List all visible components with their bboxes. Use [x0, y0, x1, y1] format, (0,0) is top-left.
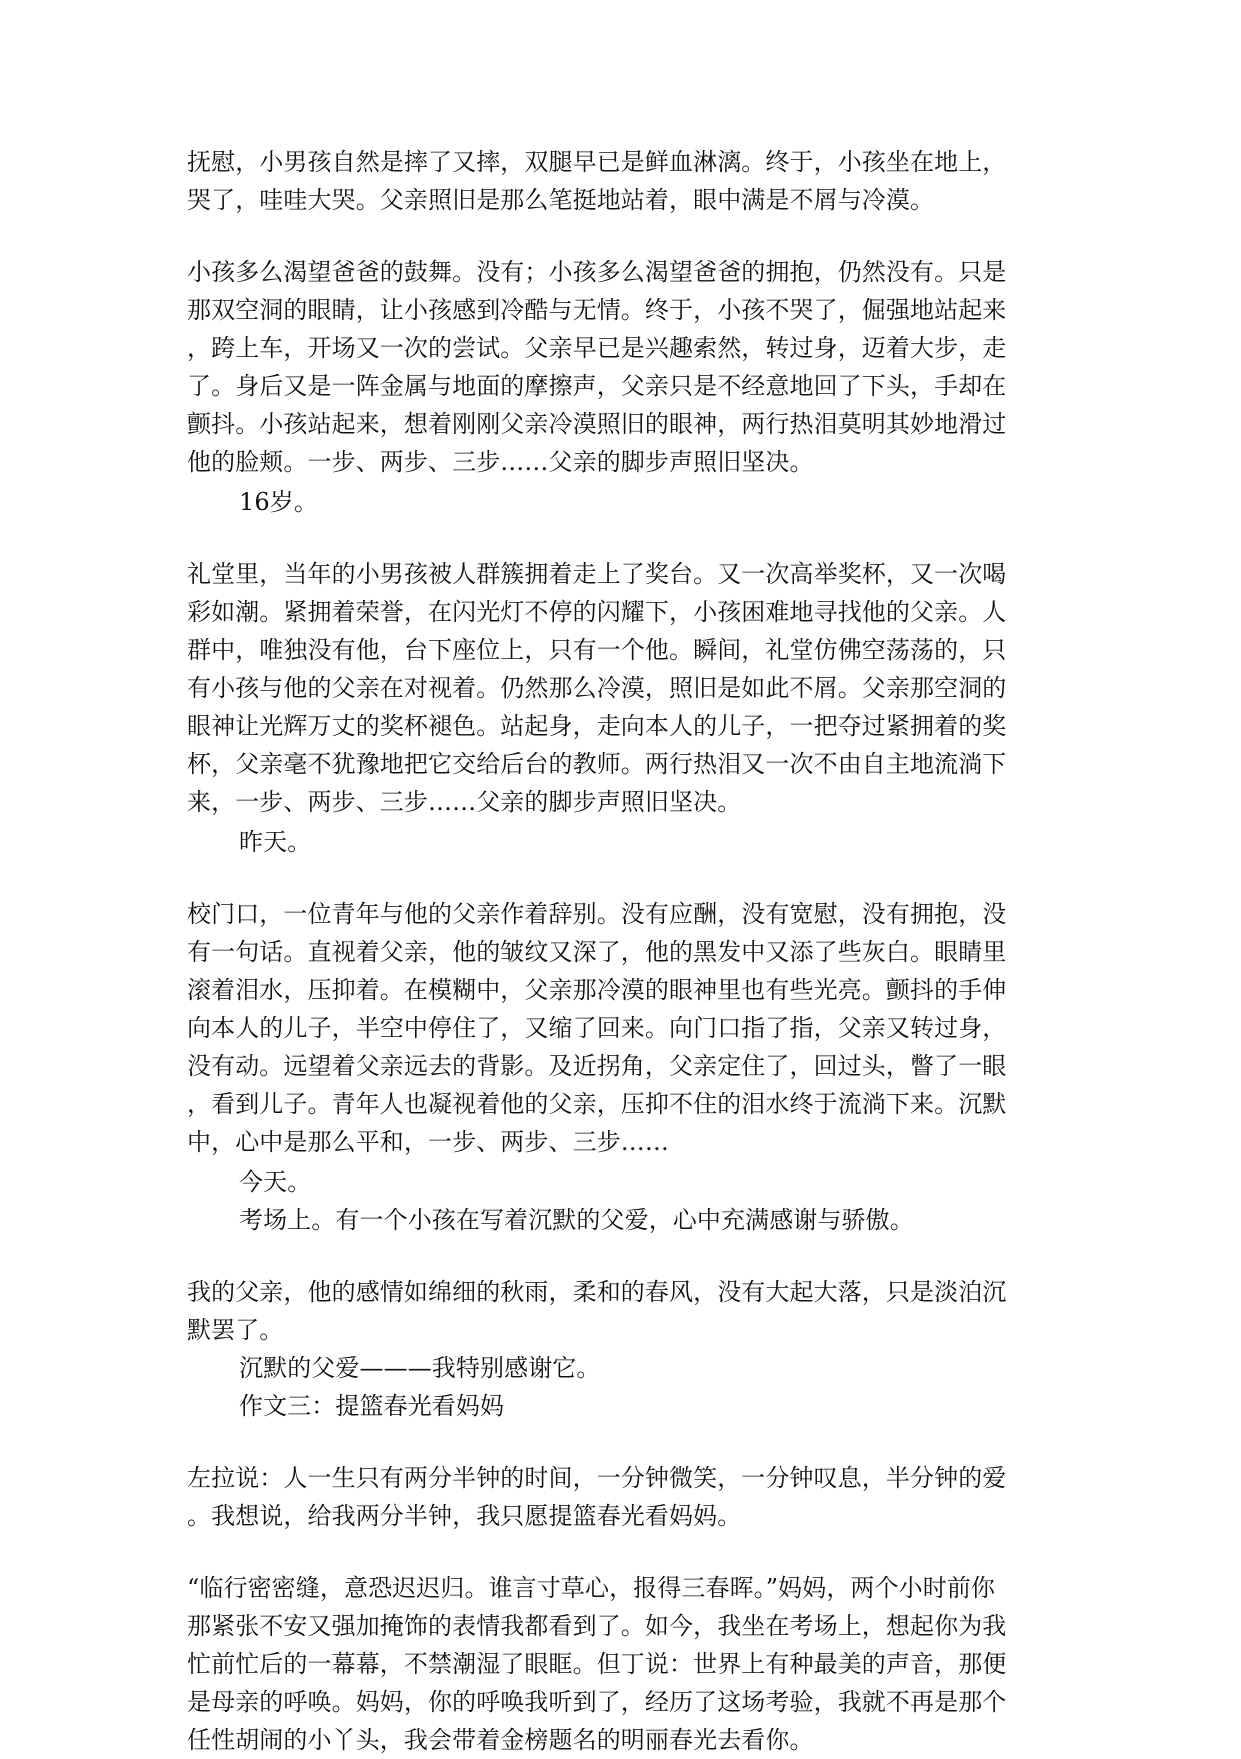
- text-line: 礼堂里，当年的小男孩被人群簇拥着走上了奖台。又一次高举奖杯，又一次喝: [187, 560, 1007, 588]
- text-line: “临行密密缝，意恐迟迟归。谁言寸草心，报得三春晖。”妈妈，两个小时前你: [187, 1574, 996, 1602]
- text-line: 杯，父亲毫不犹豫地把它交给后台的教师。两行热泪又一次不由自主地流淌下: [187, 750, 1007, 778]
- text-line: 哭了，哇哇大哭。父亲照旧是那么笔挺地站着，眼中满是不屑与冷漠。: [187, 186, 935, 214]
- document-body: [187, 143, 1055, 1759]
- indented-line: 昨天。: [239, 828, 312, 856]
- paragraph-4: [187, 895, 1055, 1161]
- closing-line: [187, 1349, 1055, 1387]
- text-line: 他的脸颊。一步、两步、三步……父亲的脚步声照旧坚决。: [187, 448, 814, 476]
- text-line: 颤抖。小孩站起来，想着刚刚父亲冷漠照旧的眼神，两行热泪莫明其妙地滑过: [187, 410, 1007, 438]
- indented-line: 今天。: [239, 1168, 312, 1196]
- text-line: 我的父亲，他的感情如绵细的秋雨，柔和的春风，没有大起大落，只是淡泊沉: [187, 1278, 1007, 1306]
- text-line: 那双空洞的眼睛，让小孩感到冷酷与无情。终于，小孩不哭了，倔强地站起来: [187, 296, 1007, 324]
- paragraph-1: [187, 143, 1055, 219]
- text-line: 中，心中是那么平和，一步、两步、三步……: [187, 1128, 669, 1156]
- paragraph-2: [187, 253, 1055, 481]
- indented-line: 作文三：提篮春光看妈妈: [239, 1392, 505, 1420]
- text-line: 。我想说，给我两分半钟，我只愿提篮春光看妈妈。: [187, 1502, 742, 1530]
- heading-today: [187, 1163, 1055, 1201]
- indented-line: 沉默的父爱———我特别感谢它。: [239, 1354, 601, 1382]
- text-line: 有小孩与他的父亲在对视着。仍然那么冷漠，照旧是如此不屑。父亲那空洞的: [187, 674, 1007, 702]
- paragraph-6: [187, 1459, 1055, 1535]
- text-line: 没有动。远望着父亲远去的背影。及近拐角，父亲定住了，回过头，瞥了一眼: [187, 1052, 1007, 1080]
- paragraph-5: [187, 1273, 1055, 1349]
- indented-line: 考场上。有一个小孩在写着沉默的父爱，心中充满感谢与骄傲。: [239, 1206, 914, 1234]
- text-line: ，跨上车，开场又一次的尝试。父亲早已是兴趣索然，转过身，迈着大步，走: [187, 334, 1007, 362]
- paragraph-gap: [187, 1535, 1055, 1569]
- text-line: 左拉说：人一生只有两分半钟的时间，一分钟微笑，一分钟叹息，半分钟的爱: [187, 1464, 1007, 1492]
- paragraph-gap: [187, 521, 1055, 555]
- text-line: 滚着泪水，压抑着。在模糊中，父亲那冷漠的眼神里也有些光亮。颤抖的手伸: [187, 976, 1007, 1004]
- text-line: 校门口，一位青年与他的父亲作着辞别。没有应酬，没有宽慰，没有拥抱，没: [187, 900, 1007, 928]
- text-line: 向本人的儿子，半空中停住了，又缩了回来。向门口指了指，父亲又转过身，: [187, 1014, 1007, 1042]
- text-line: 小孩多么渴望爸爸的鼓舞。没有；小孩多么渴望爸爸的拥抱，仍然没有。只是: [187, 258, 1007, 286]
- essay-three-title: [187, 1387, 1055, 1425]
- heading-16-years: [187, 483, 1055, 521]
- text-line: 任性胡闹的小丫头，我会带着金榜题名的明丽春光去看你。: [187, 1726, 814, 1754]
- text-line: 忙前忙后的一幕幕，不禁潮湿了眼眶。但丁说：世界上有种最美的声音，那便: [187, 1650, 1007, 1678]
- text-line: 彩如潮。紧拥着荣誉，在闪光灯不停的闪耀下，小孩困难地寻找他的父亲。人: [187, 598, 1007, 626]
- paragraph-gap: [187, 1425, 1055, 1459]
- paragraph-gap: [187, 219, 1055, 253]
- text-line: 抚慰，小男孩自然是摔了又摔，双腿早已是鲜血淋漓。终于，小孩坐在地上，: [187, 148, 1007, 176]
- text-line: 是母亲的呼唤。妈妈，你的呼唤我听到了，经历了这场考验，我就不再是那个: [187, 1688, 1007, 1716]
- paragraph-gap: [187, 1239, 1055, 1273]
- paragraph-7: [187, 1569, 1055, 1759]
- text-line: 眼神让光辉万丈的奖杯褪色。站起身，走向本人的儿子，一把夺过紧拥着的奖: [187, 712, 1007, 740]
- text-line: 来，一步、两步、三步……父亲的脚步声照旧坚决。: [187, 788, 742, 816]
- text-line: 默罢了。: [187, 1316, 284, 1344]
- text-line: 群中，唯独没有他，台下座位上，只有一个他。瞬间，礼堂仿佛空荡荡的，只: [187, 636, 1007, 664]
- exam-room-line: [187, 1201, 1055, 1239]
- heading-yesterday: [187, 823, 1055, 861]
- paragraph-gap: [187, 861, 1055, 895]
- text-line: ，看到儿子。青年人也凝视着他的父亲，压抑不住的泪水终于流淌下来。沉默: [187, 1090, 1007, 1118]
- text-line: 那紧张不安又强加掩饰的表情我都看到了。如今，我坐在考场上，想起你为我: [187, 1612, 1007, 1640]
- text-line: 有一句话。直视着父亲，他的皱纹又深了，他的黑发中又添了些灰白。眼睛里: [187, 938, 1007, 966]
- paragraph-3: [187, 555, 1055, 821]
- text-line: 了。身后又是一阵金属与地面的摩擦声，父亲只是不经意地回了下头，手却在: [187, 372, 1007, 400]
- indented-line: 16岁。: [239, 488, 318, 516]
